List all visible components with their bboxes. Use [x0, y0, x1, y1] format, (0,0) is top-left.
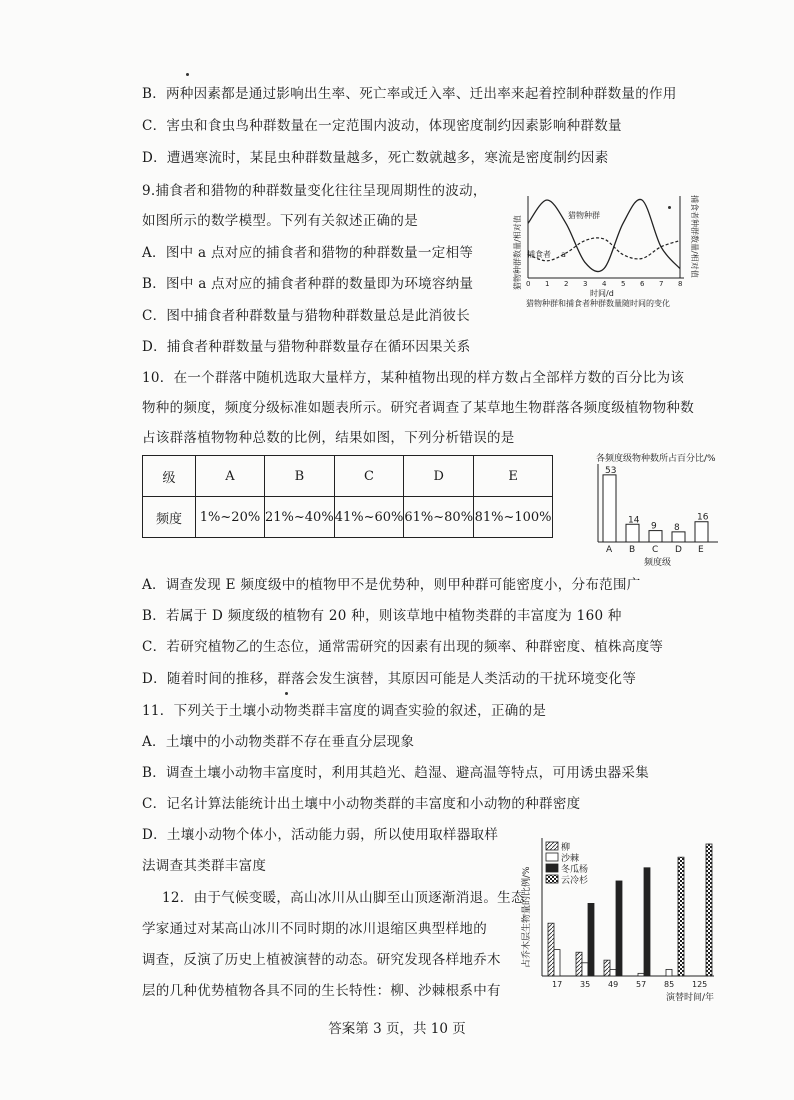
- fig12-category-label: 85: [664, 980, 675, 989]
- succession-bar-chart: [516, 832, 720, 1004]
- table-row: [143, 497, 553, 538]
- fig12-bar: [616, 881, 622, 976]
- fig10-value-label: 53: [605, 465, 617, 476]
- q11-option-d-cont: 法调查其类群丰富度: [142, 858, 267, 874]
- fig12-bar: [582, 963, 588, 976]
- fig10-value-label: 8: [674, 522, 680, 533]
- q11-option-c: C．记名计算法能统计出土壤中小动物类群的丰富度和小动物的种群密度: [142, 796, 581, 812]
- table-cell: 61%~80%: [404, 497, 474, 538]
- fig10-bar: [695, 522, 708, 542]
- table-cell: 1%~20%: [196, 497, 265, 538]
- fig12-y-label: 占乔木层生物量的比例/%: [522, 866, 532, 968]
- q11-stem: 11．下列关于土壤小动物类群丰富度的调查实验的叙述，正确的是: [142, 703, 547, 719]
- fig10-category-label: D: [675, 545, 682, 555]
- fig12-category-label: 57: [636, 980, 647, 989]
- fig9-x-tick-label: 6: [640, 280, 645, 288]
- fig12-legend-swatch: [546, 842, 558, 850]
- point-a-label: a: [561, 250, 566, 259]
- q10-option-c: C．若研究植物乙的生态位，通常需研究的因素有出现的频率、种群密度、植株高度等: [142, 639, 664, 655]
- q9-option-c: C．图中捕食者种群数量与猎物种群数量总是此消彼长: [142, 308, 471, 324]
- q9-stem-2: 如图所示的数学模型。下列有关叙述正确的是: [142, 213, 418, 229]
- scan-speck: [668, 206, 671, 209]
- fig10-value-label: 9: [651, 521, 657, 532]
- q10-option-a: A．调查发现 E 频度级中的植物甲不是优势种，则甲种群可能密度小，分布范围广: [142, 577, 641, 593]
- fig12-legend-label: 沙棘: [561, 854, 580, 864]
- fig10-title: 各频度级物种数所占百分比/%: [596, 454, 716, 464]
- table-cell: 41%~60%: [334, 497, 404, 538]
- q9-option-a: A．图中 a 点对应的捕食者和猎物的种群数量一定相等: [142, 245, 474, 261]
- fig9-y-left-label: 猎物种群数量/相对值: [513, 215, 522, 290]
- fig12-legend-swatch: [546, 853, 558, 861]
- table-cell: D: [404, 456, 474, 497]
- fig9-y-right-label: 捕食者种群数量/相对值: [690, 195, 699, 278]
- fig12-category-label: 17: [552, 980, 563, 989]
- fig10-value-label: 16: [697, 512, 709, 523]
- table-row: [143, 456, 553, 497]
- fig12-bar: [610, 969, 616, 976]
- fig12-x-label: 演替时间/年: [666, 993, 715, 1003]
- fig9-x-label: 时间/d: [590, 289, 614, 298]
- fig9-x-tick-label: 7: [659, 280, 664, 288]
- fig10-bar: [649, 531, 662, 542]
- table-cell: C: [334, 456, 404, 497]
- table-cell: A: [196, 456, 265, 497]
- fig12-bar: [678, 857, 684, 976]
- table-header-cell: 级: [143, 456, 196, 497]
- q12-stem-3: 调查，反演了历史上植被演替的动态。研究发现各样地乔木: [142, 952, 501, 968]
- fig10-x-label: 频度级: [644, 558, 672, 568]
- page-footer: 答案第 3 页，共 10 页: [328, 1021, 466, 1037]
- q9-stem: 9.捕食者和猎物的种群数量变化往往呈现周期性的波动，: [142, 183, 487, 199]
- frequency-grade-table: [142, 455, 553, 538]
- q12-stem-2: 学家通过对某高山冰川不同时期的冰川退缩区典型样地的: [142, 921, 487, 937]
- fig12-legend-label: 柳: [561, 843, 571, 853]
- fig12-category-label: 125: [692, 980, 708, 989]
- q8-option-d: D．遭遇寒流时，某昆虫种群数量越多，死亡数就越多，寒流是密度制约因素: [142, 150, 609, 166]
- fig12-category-label: 35: [580, 980, 591, 989]
- q11-option-d: D．土壤小动物个体小，活动能力弱，所以使用取样器取样: [142, 827, 499, 843]
- scan-speck: [285, 692, 288, 695]
- fig10-value-label: 14: [628, 515, 640, 526]
- fig12-bar: [588, 903, 594, 976]
- fig12-legend-swatch: [546, 864, 558, 872]
- prey-series-line: [528, 199, 680, 271]
- q8-option-c: C．害虫和食虫鸟种群数量在一定范围内波动，体现密度制约因素影响种群数量: [142, 118, 622, 134]
- fig12-bar: [604, 960, 610, 976]
- q10-stem-2: 物种的频度，频度分级标准如题表所示。研究者调查了某草地生物群落各频度级植物物种数: [142, 400, 694, 416]
- fig10-bar: [672, 532, 685, 542]
- scan-speck: [186, 73, 189, 76]
- q8-option-b: B．两种因素都是通过影响出生率、死亡率或迁入率、迁出率来起着控制种群数量的作用: [142, 86, 677, 102]
- table-header-cell: 频度: [143, 497, 196, 538]
- q10-option-d: D．随着时间的推移，群落会发生演替，其原因可能是人类活动的干扰环境变化等: [142, 671, 637, 687]
- table-cell: B: [265, 456, 335, 497]
- fig9-x-tick-label: 5: [621, 280, 626, 288]
- fig12-legend-label: 冬瓜杨: [561, 865, 589, 875]
- table-cell: 21%~40%: [265, 497, 335, 538]
- fig10-category-label: C: [652, 545, 659, 555]
- q10-stem: 10．在一个群落中随机选取大量样方，某种植物出现的样方数占全部样方数的百分比为该: [142, 370, 685, 386]
- table-cell: 81%~100%: [474, 497, 553, 538]
- fig12-category-label: 49: [608, 980, 619, 989]
- q11-option-b: B．调查土壤小动物丰富度时，利用其趋光、趋湿、避高温等特点，可用诱虫器采集: [142, 765, 650, 781]
- fig12-bar: [638, 973, 644, 976]
- predator-series-label: 捕食者: [527, 250, 551, 259]
- q12-stem-4: 层的几种优势植物各具不同的生长特性：柳、沙棘根系中有: [142, 983, 501, 999]
- fig10-bar: [603, 475, 616, 542]
- fig12-bar: [576, 952, 582, 976]
- frequency-bar-chart: [592, 450, 742, 570]
- fig10-bar: [626, 524, 639, 542]
- q10-stem-3: 占该群落植物物种总数的比例，结果如图，下列分析错误的是: [142, 430, 515, 446]
- fig12-bar: [554, 950, 560, 976]
- fig9-x-tick-label: 3: [583, 280, 588, 288]
- fig9-caption: 猎物种群和捕食者种群数量随时间的变化: [526, 299, 670, 308]
- fig12-bar: [548, 923, 554, 976]
- fig12-bar: [666, 969, 672, 976]
- fig10-category-label: B: [629, 545, 636, 555]
- fig9-x-tick-label: 1: [545, 280, 550, 288]
- fig10-category-label: E: [698, 545, 704, 555]
- q10-option-b: B．若属于 D 频度级的植物有 20 种，则该草地中植物类群的丰富度为 160 种: [142, 608, 622, 624]
- fig12-bar: [644, 868, 650, 976]
- q9-option-d: D．捕食者种群数量与猎物种群数量存在循环因果关系: [142, 339, 471, 355]
- fig12-legend-label: 云冷杉: [561, 876, 589, 886]
- fig9-x-tick-label: 2: [564, 280, 569, 288]
- fig10-category-label: A: [606, 545, 613, 555]
- fig9-x-tick-label: 0: [526, 280, 531, 288]
- q9-option-b: B．图中 a 点对应的捕食者种群的数量即为环境容纳量: [142, 276, 474, 292]
- fig9-x-tick-label: 4: [602, 280, 607, 288]
- prey-series-label: 猎物种群: [568, 211, 600, 220]
- q11-option-a: A．土壤中的小动物类群不存在垂直分层现象: [142, 734, 415, 750]
- q12-stem: 12．由于气候变暖，高山冰川从山脚至山顶逐渐消退。生态: [162, 890, 525, 906]
- fig12-bar: [706, 844, 712, 976]
- fig9-x-tick-label: 8: [678, 280, 683, 288]
- fig12-legend-swatch: [546, 875, 558, 883]
- table-cell: E: [474, 456, 553, 497]
